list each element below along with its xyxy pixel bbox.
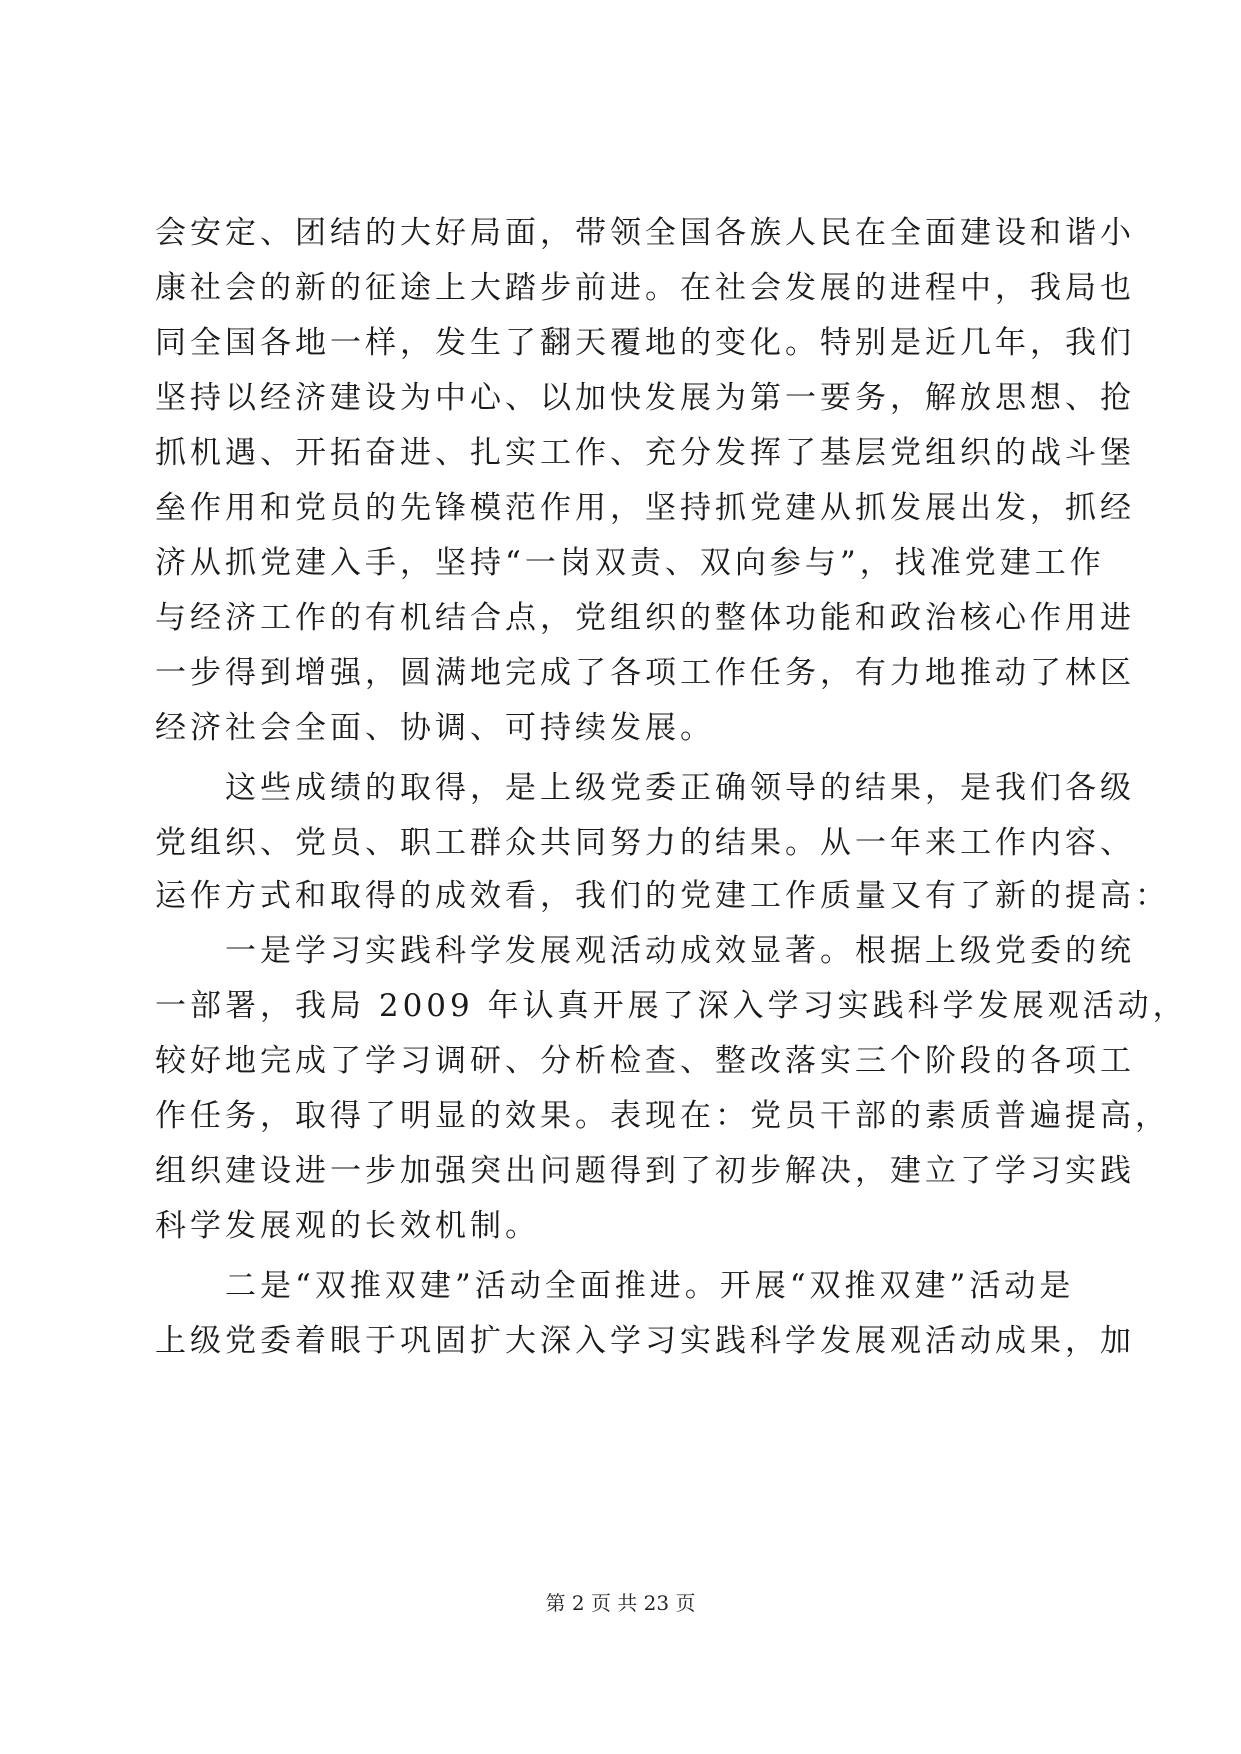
text-line: 康社会的新的征途上大踏步前进。在社会发展的进程中，我局也 bbox=[155, 270, 1135, 306]
text-line: 济从抓党建入手，坚持“一岗双责、双向参与”，找准党建工作 bbox=[155, 545, 1105, 581]
text-line: 经济社会全面、协调、可持续发展。 bbox=[155, 710, 715, 746]
text-line: 与经济工作的有机结合点，党组织的整体功能和政治核心作用进 bbox=[155, 600, 1135, 636]
text-line: 会安定、团结的大好局面，带领全国各族人民在全面建设和谐小 bbox=[155, 215, 1135, 251]
text-line: 科学发展观的长效机制。 bbox=[155, 1208, 540, 1244]
text-line: 抓机遇、开拓奋进、扎实工作、充分发挥了基层党组织的战斗堡 bbox=[155, 435, 1135, 471]
page-footer: 第 2 页 共 23 页 bbox=[545, 1591, 696, 1615]
text-line: 一步得到增强，圆满地完成了各项工作任务，有力地推动了林区 bbox=[155, 655, 1135, 691]
text-line: 一是学习实践科学发展观活动成效显著。根据上级党委的统 bbox=[155, 933, 1135, 969]
text-line: 这些成绩的取得，是上级党委正确领导的结果，是我们各级 bbox=[155, 770, 1135, 806]
text-line: 二是“双推双建”活动全面推进。开展“双推双建”活动是 bbox=[155, 1268, 1075, 1304]
text-line: 作任务，取得了明显的效果。表现在：党员干部的素质普遍提高， bbox=[155, 1098, 1170, 1134]
text-line: 同全国各地一样，发生了翻天覆地的变化。特别是近几年，我们 bbox=[155, 325, 1135, 361]
text-line: 上级党委着眼于巩固扩大深入学习实践科学发展观活动成果，加 bbox=[155, 1323, 1135, 1359]
text-line: 较好地完成了学习调研、分析检查、整改落实三个阶段的各项工 bbox=[155, 1043, 1135, 1079]
text-line: 党组织、党员、职工群众共同努力的结果。从一年来工作内容、 bbox=[155, 825, 1135, 861]
text-line: 运作方式和取得的成效看，我们的党建工作质量又有了新的提高： bbox=[155, 878, 1170, 914]
text-line: 组织建设进一步加强突出问题得到了初步解决，建立了学习实践 bbox=[155, 1153, 1135, 1189]
text-line: 坚持以经济建设为中心、以加快发展为第一要务，解放思想、抢 bbox=[155, 380, 1135, 416]
text-line: 垒作用和党员的先锋模范作用，坚持抓党建从抓发展出发，抓经 bbox=[155, 490, 1135, 526]
text-line: 一部署，我局 2009 年认真开展了深入学习实践科学发展观活动， bbox=[155, 988, 1188, 1024]
